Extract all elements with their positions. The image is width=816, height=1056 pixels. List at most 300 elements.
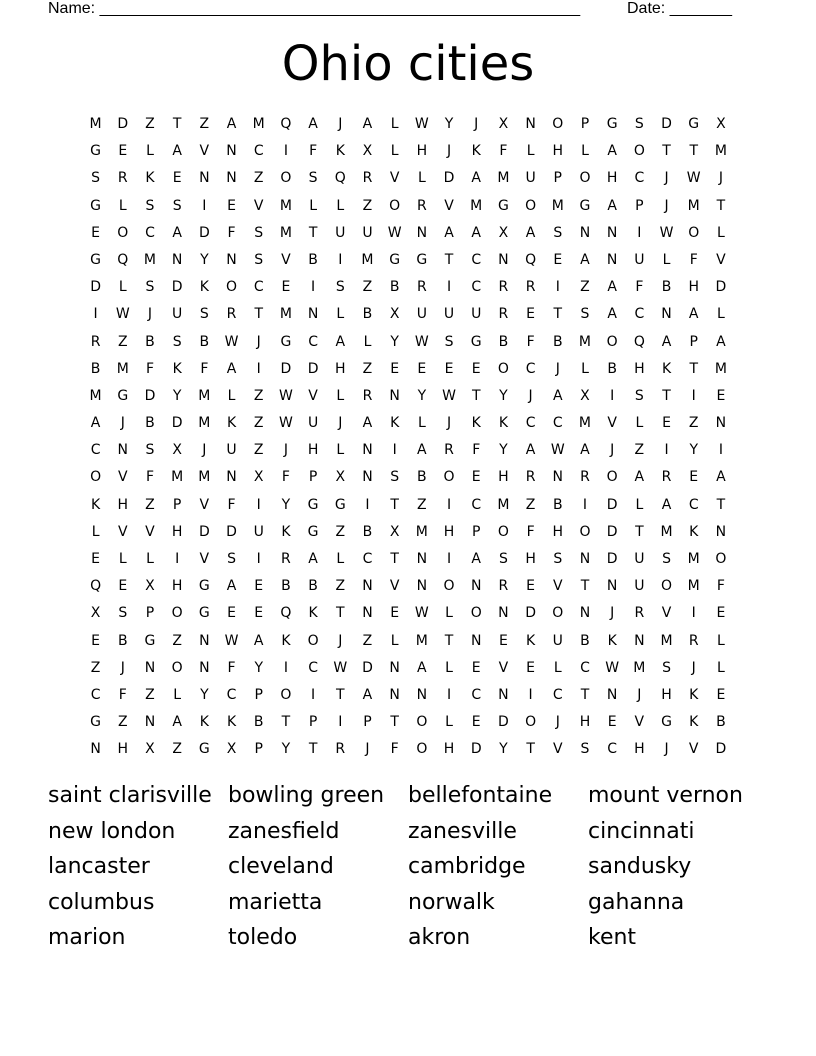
grid-letter: J [446, 143, 452, 160]
grid-letter: I [338, 251, 343, 268]
grid-letter: C [525, 415, 536, 432]
grid-letter: O [280, 170, 292, 187]
grid-letter: J [555, 714, 560, 731]
grid-letter: R [281, 551, 291, 567]
grid-letter: O [226, 279, 238, 296]
grid-letter: P [308, 469, 318, 486]
grid-letter: H [443, 523, 455, 540]
word-bank-row [48, 778, 768, 814]
grid-row [82, 138, 735, 165]
grid-letter: E [172, 170, 182, 187]
grid-letter: Z [253, 170, 264, 187]
grid-letter: Y [200, 251, 209, 268]
grid-letter: A [471, 551, 481, 567]
grid-letter: K [471, 415, 481, 432]
grid-letter: T [281, 714, 291, 731]
grid-letter: L [717, 224, 725, 241]
grid-letter: P [254, 741, 263, 758]
grid-letter: C [253, 279, 264, 296]
grid-letter: I [365, 496, 370, 513]
grid-letter: L [635, 496, 644, 513]
grid-letter: O [90, 469, 102, 486]
grid-letter: N [498, 686, 509, 703]
grid-letter: C [226, 686, 237, 703]
grid-letter: J [147, 306, 153, 323]
grid-letter: F [526, 523, 535, 540]
grid-letter: Q [117, 251, 129, 268]
grid-letter: B [498, 333, 509, 350]
grid-letter: O [552, 605, 564, 622]
grid-letter: I [446, 686, 452, 703]
grid-letter: O [525, 714, 537, 731]
grid-letter: G [280, 333, 292, 350]
grid-letter: S [390, 469, 400, 486]
grid-letter: I [691, 387, 696, 404]
grid-letter: J [338, 415, 343, 432]
grid-letter: U [416, 306, 427, 323]
grid-letter: I [392, 442, 397, 459]
grid-letter: R [117, 170, 128, 187]
grid-letter: E [471, 659, 481, 676]
grid-letter: K [281, 523, 291, 540]
grid-letter: V [199, 496, 210, 513]
grid-letter: M [198, 469, 211, 486]
grid-letter: N [362, 469, 373, 486]
grid-row [82, 247, 735, 274]
grid-letter: O [688, 224, 700, 241]
grid-letter: G [117, 387, 129, 404]
grid-letter: J [691, 659, 696, 676]
grid-letter: L [173, 686, 182, 703]
grid-letter: I [446, 496, 452, 513]
grid-letter: D [90, 279, 101, 296]
grid-letter: F [716, 578, 725, 595]
grid-letter: V [716, 251, 726, 268]
grid-row [82, 383, 735, 410]
grid-letter: T [390, 714, 399, 731]
grid-letter: C [253, 143, 264, 160]
grid-letter: F [390, 741, 399, 758]
grid-letter: H [171, 578, 183, 595]
grid-letter: G [661, 714, 672, 731]
grid-letter: V [607, 415, 617, 432]
grid-letter: A [716, 333, 726, 350]
grid-letter: E [118, 143, 128, 160]
grid-row [82, 329, 735, 356]
grid-letter: R [362, 387, 373, 404]
grid-letter: Z [145, 686, 155, 703]
word-bank-item: norwalk [408, 889, 495, 915]
grid-letter: R [444, 442, 454, 459]
word-bank-item: bowling green [228, 783, 385, 808]
grid-letter: J [664, 741, 669, 758]
grid-letter: E [227, 605, 236, 622]
grid-letter: N [362, 605, 373, 622]
grid-letter: P [635, 197, 644, 214]
grid-letter: B [580, 632, 590, 649]
grid-letter: F [145, 469, 154, 486]
grid-letter: K [471, 143, 481, 160]
grid-letter: B [362, 523, 373, 540]
grid-letter: I [202, 197, 207, 214]
grid-letter: E [662, 415, 671, 432]
grid-letter: V [199, 551, 210, 567]
grid-letter: N [389, 659, 400, 676]
grid-letter: V [661, 605, 672, 622]
grid-letter: N [715, 523, 727, 540]
grid-letter: B [145, 415, 155, 432]
grid-letter: P [471, 523, 481, 540]
grid-letter: Y [499, 387, 508, 404]
grid-letter: N [226, 170, 237, 187]
grid-letter: T [580, 578, 590, 595]
grid-letter: T [390, 496, 399, 513]
grid-letter: M [687, 578, 700, 595]
grid-letter: I [691, 605, 696, 622]
grid-letter: X [389, 523, 400, 540]
grid-letter: A [308, 551, 318, 567]
grid-letter: D [198, 224, 210, 241]
grid-letter: O [606, 469, 618, 486]
grid-letter: V [389, 578, 400, 595]
grid-letter: I [555, 279, 560, 296]
grid-letter: S [91, 170, 101, 187]
grid-letter: L [146, 143, 154, 160]
grid-letter: L [390, 143, 399, 160]
grid-letter: I [256, 551, 261, 567]
grid-letter: X [145, 741, 155, 758]
grid-letter: M [660, 523, 673, 540]
grid-letter: J [474, 116, 479, 132]
grid-letter: T [254, 306, 263, 323]
grid-letter: I [311, 279, 316, 296]
word-bank [48, 778, 768, 956]
grid-letter: J [528, 387, 533, 404]
grid-letter: J [120, 415, 125, 432]
grid-letter: W [224, 333, 239, 350]
grid-letter: H [117, 496, 129, 513]
grid-letter: L [336, 306, 345, 323]
grid-letter: S [580, 741, 590, 758]
grid-letter: O [117, 224, 129, 241]
grid-letter: Y [390, 333, 399, 350]
grid-letter: J [637, 686, 642, 703]
grid-letter: S [634, 387, 644, 404]
grid-letter: L [717, 659, 725, 676]
grid-letter: O [579, 170, 591, 187]
grid-letter: H [443, 741, 455, 758]
grid-letter: N [199, 170, 210, 187]
grid-row [82, 682, 735, 709]
grid-letter: E [91, 632, 101, 649]
grid-letter: O [525, 197, 537, 214]
grid-letter: N [634, 632, 645, 649]
grid-letter: N [117, 442, 129, 459]
grid-letter: T [444, 251, 454, 268]
grid-letter: S [498, 551, 508, 567]
grid-letter: O [171, 605, 183, 622]
grid-letter: D [280, 360, 292, 377]
grid-letter: A [607, 306, 617, 323]
grid-letter: C [471, 251, 482, 268]
grid-letter: Z [253, 442, 264, 459]
grid-letter: O [443, 469, 455, 486]
grid-letter: R [498, 306, 509, 323]
grid-letter: E [498, 632, 508, 649]
grid-letter: P [580, 116, 590, 132]
grid-row [82, 736, 735, 763]
grid-letter: S [145, 442, 155, 459]
grid-letter: X [253, 469, 264, 486]
grid-letter: B [90, 360, 101, 377]
grid-letter: M [551, 197, 564, 214]
grid-letter: L [635, 415, 644, 432]
grid-letter: L [390, 632, 399, 649]
grid-letter: K [145, 170, 155, 187]
grid-letter: I [256, 360, 261, 377]
grid-letter: R [498, 279, 509, 296]
grid-letter: B [117, 632, 128, 649]
grid-letter: Y [499, 741, 508, 758]
grid-letter: L [336, 551, 345, 567]
grid-letter: Z [253, 415, 264, 432]
grid-letter: H [335, 360, 346, 377]
grid-letter: K [607, 632, 617, 649]
grid-letter: Z [580, 279, 590, 296]
grid-letter: R [688, 632, 699, 649]
grid-letter: V [498, 659, 509, 676]
grid-letter: T [662, 143, 671, 160]
grid-letter: C [580, 659, 590, 676]
grid-letter: U [634, 551, 645, 567]
header [48, 0, 748, 20]
word-bank-item: kent [588, 925, 637, 951]
grid-row [82, 464, 735, 491]
grid-letter: V [253, 197, 264, 214]
grid-letter: I [637, 224, 642, 241]
grid-letter: V [308, 387, 318, 404]
grid-letter: N [416, 551, 428, 567]
grid-letter: H [579, 714, 591, 731]
grid-letter: K [281, 632, 291, 649]
grid-letter: C [607, 741, 618, 758]
grid-letter: T [689, 143, 698, 160]
word-bank-item: marietta [228, 889, 323, 915]
grid-letter: O [389, 197, 401, 214]
grid-letter: E [716, 605, 726, 622]
grid-letter: W [414, 333, 429, 350]
grid-letter: U [253, 523, 264, 540]
grid-letter: O [280, 686, 292, 703]
grid-letter: H [171, 523, 183, 540]
grid-letter: F [227, 659, 236, 676]
grid-letter: I [338, 714, 343, 731]
grid-letter: S [634, 116, 644, 132]
grid-letter: V [281, 251, 291, 268]
grid-letter: M [497, 170, 510, 187]
grid-letter: A [90, 415, 101, 432]
grid-letter: J [610, 605, 615, 622]
grid-letter: W [414, 605, 429, 622]
grid-letter: H [634, 741, 645, 758]
grid-letter: D [171, 415, 183, 432]
grid-letter: D [117, 116, 129, 132]
grid-letter: L [417, 170, 426, 187]
grid-letter: G [90, 197, 102, 214]
name-field-label: Name: ______________________________________________________ [48, 0, 581, 17]
grid-letter: V [117, 523, 128, 540]
grid-letter: L [445, 659, 453, 676]
grid-row [82, 111, 735, 138]
grid-letter: N [416, 578, 428, 595]
grid-letter: C [471, 279, 482, 296]
grid-letter: I [283, 659, 288, 676]
grid-letter: N [552, 469, 564, 486]
grid-letter: R [525, 469, 536, 486]
grid-letter: F [499, 143, 508, 160]
grid-letter: L [581, 360, 589, 377]
grid-letter: O [606, 333, 618, 350]
grid-letter: W [115, 306, 130, 323]
grid-letter: P [553, 170, 562, 187]
grid-letter: N [498, 605, 509, 622]
grid-letter: M [687, 197, 700, 214]
grid-row [82, 193, 735, 220]
grid-letter: A [607, 143, 617, 160]
grid-letter: E [91, 224, 101, 241]
grid-letter: L [336, 442, 345, 459]
grid-letter: E [716, 686, 726, 703]
grid-row [82, 274, 735, 301]
grid-letter: N [90, 741, 101, 758]
grid-letter: K [199, 714, 209, 731]
grid-letter: O [171, 659, 183, 676]
grid-letter: X [226, 741, 237, 758]
grid-letter: W [686, 170, 701, 187]
grid-letter: N [579, 605, 591, 622]
grid-letter: Y [200, 686, 209, 703]
grid-letter: D [171, 279, 183, 296]
word-bank-item: columbus [48, 889, 155, 915]
grid-letter: E [91, 551, 101, 567]
grid-letter: X [335, 469, 346, 486]
grid-letter: N [661, 306, 672, 323]
grid-letter: J [555, 360, 560, 377]
grid-letter: T [390, 551, 399, 567]
grid-letter: M [198, 415, 211, 432]
grid-letter: C [308, 333, 318, 350]
grid-letter: U [172, 306, 183, 323]
grid-letter: V [552, 578, 563, 595]
grid-letter: X [498, 116, 509, 132]
grid-letter: O [579, 523, 591, 540]
word-bank-item: bellefontaine [408, 783, 553, 808]
grid-letter: W [442, 387, 456, 404]
grid-letter: J [202, 442, 207, 459]
word-bank-item: zanesville [408, 818, 517, 844]
grid-letter: A [308, 116, 318, 132]
grid-letter: B [552, 496, 563, 513]
word-bank-item: lancaster [48, 854, 150, 880]
grid-letter: S [172, 333, 182, 350]
grid-letter: L [445, 714, 453, 731]
grid-letter: Z [362, 360, 373, 377]
grid-letter: A [580, 251, 590, 268]
grid-letter: M [578, 333, 592, 350]
grid-letter: Z [362, 632, 373, 649]
grid-letter: F [526, 333, 535, 350]
grid-letter: M [578, 415, 592, 432]
grid-letter: E [254, 578, 264, 595]
grid-letter: Z [90, 659, 101, 676]
grid-row [82, 220, 735, 247]
word-bank-row [48, 885, 768, 921]
grid-letter: Y [254, 659, 263, 676]
word-bank-item: mount vernon [588, 783, 743, 808]
grid-letter: C [90, 686, 101, 703]
grid-letter: M [89, 116, 102, 132]
grid-letter: I [446, 279, 452, 296]
grid-letter: I [311, 686, 316, 703]
grid-letter: K [199, 279, 209, 296]
grid-letter: H [606, 170, 618, 187]
grid-letter: R [525, 279, 536, 296]
grid-letter: N [470, 578, 482, 595]
grid-letter: U [443, 306, 455, 323]
word-bank-item: saint clarisville [48, 783, 212, 808]
grid-letter: I [283, 143, 288, 160]
grid-letter: F [309, 143, 318, 160]
grid-letter: L [717, 306, 725, 323]
grid-letter: T [336, 605, 345, 622]
grid-letter: L [118, 197, 127, 214]
grid-letter: G [198, 741, 210, 758]
grid-letter: Z [634, 442, 645, 459]
grid-letter: Q [280, 605, 292, 622]
grid-letter: A [253, 632, 264, 649]
grid-letter: L [526, 143, 535, 160]
grid-letter: G [579, 197, 591, 214]
grid-letter: M [687, 551, 700, 567]
grid-letter: L [118, 551, 127, 567]
grid-letter: M [415, 632, 428, 649]
grid-letter: Y [417, 387, 427, 404]
grid-letter: C [634, 306, 645, 323]
grid-letter: Z [525, 496, 536, 513]
grid-letter: Y [281, 496, 291, 513]
grid-letter: M [497, 496, 510, 513]
grid-letter: T [553, 306, 563, 323]
grid-letter: N [171, 251, 183, 268]
grid-letter: O [633, 143, 645, 160]
grid-letter: I [175, 551, 180, 567]
grid-letter: N [606, 224, 618, 241]
grid-letter: X [580, 387, 590, 404]
grid-letter: E [526, 306, 536, 323]
grid-letter: J [283, 442, 288, 459]
grid-letter: M [415, 523, 428, 540]
grid-letter: U [471, 306, 482, 323]
grid-letter: M [198, 387, 211, 404]
grid-letter: L [146, 551, 154, 567]
grid-letter: K [91, 496, 101, 513]
grid-letter: B [199, 333, 210, 350]
grid-letter: A [362, 415, 373, 432]
grid-letter: L [662, 251, 671, 268]
grid-letter: O [661, 578, 673, 595]
word-bank-item: zanesfield [228, 818, 340, 844]
grid-letter: U [335, 224, 346, 241]
